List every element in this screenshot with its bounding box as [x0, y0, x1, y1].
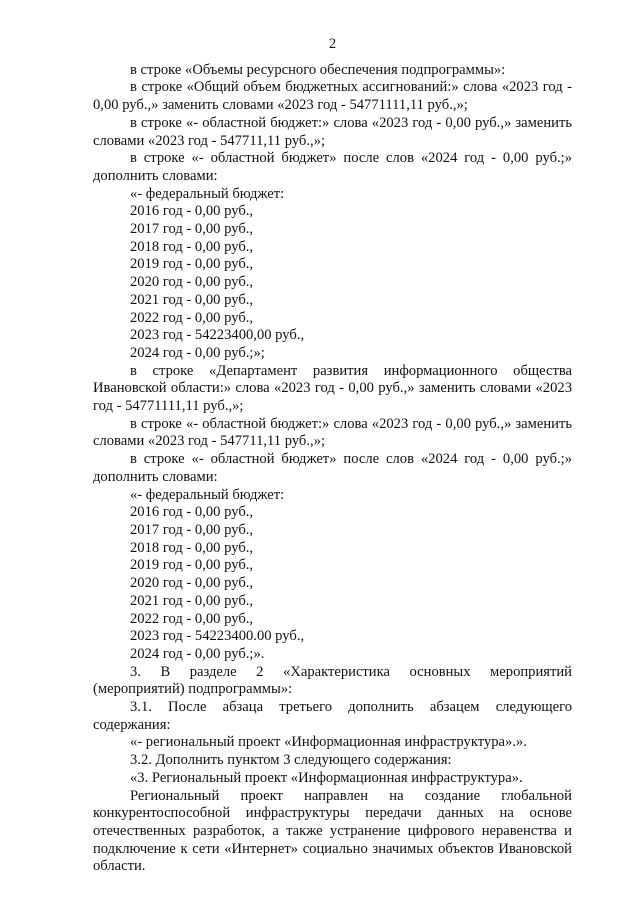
section-heading: 3. В разделе 2 «Характеристика основных мероприятий (мероприятий) подпрограммы»:: [93, 663, 572, 698]
list-line: 2022 год - 0,00 руб.,: [130, 610, 254, 627]
paragraph: в строке «- областной бюджет» после слов «2024 год - 0,00 руб.;» дополнить словами:: [93, 150, 572, 184]
list-line: 2021 год - 0,00 руб.,: [130, 291, 254, 308]
list-line: 2023 год - 54223400,00 руб.,: [130, 327, 305, 344]
paragraph: в строке «Департамент развития информационного общества Ивановской области:» слова «2023 год - 0,00 руб.,» заменить словами «2023 год - 54771111,11 руб.,»;: [93, 362, 572, 415]
list-line: 2021 год - 0,00 руб.,: [130, 592, 254, 609]
list-line: 2017 год - 0,00 руб.,: [130, 521, 254, 538]
paragraph: Региональный проект направлен на создание глобальной конкурентоспособной инфраструктуры передачи данных на основе отечественных разработок, а также устранение цифрового неравенства и подключение к сети «Интернет» социально значимых объектов Ивановской области.: [93, 787, 572, 875]
paragraph: «3. Региональный проект «Информационная инфраструктура».: [130, 769, 523, 786]
list-line: «- федеральный бюджет:: [130, 486, 285, 503]
list-line: 2020 год - 0,00 руб.,: [130, 274, 254, 291]
list-line: 2023 год - 54223400.00 руб.,: [130, 628, 305, 645]
paragraph: «- региональный проект «Информационная инфраструктура».».: [130, 734, 527, 751]
list-line: 2018 год - 0,00 руб.,: [130, 238, 254, 255]
list-line: 2016 год - 0,00 руб.,: [130, 504, 254, 521]
list-line: 2019 год - 0,00 руб.,: [130, 557, 254, 574]
list-line: 2016 год - 0,00 руб.,: [130, 203, 254, 220]
paragraph: в строке «Объемы ресурсного обеспечения подпрограммы»:: [130, 61, 506, 78]
paragraph: в строке «- областной бюджет» после слов «2024 год - 0,00 руб.;» дополнить словами:: [93, 451, 572, 485]
list-line: 2018 год - 0,00 руб.,: [130, 539, 254, 556]
list-line: 2024 год - 0,00 руб.;».: [130, 645, 265, 662]
list-line: 2024 год - 0,00 руб.;»;: [130, 344, 265, 361]
paragraph: в строке «Общий объем бюджетных ассигнований:» слова «2023 год - 0,00 руб.,» заменить словами «2023 год - 54771111,11 руб.,»;: [93, 79, 572, 114]
paragraph: в строке «- областной бюджет:» слова «2023 год - 0,00 руб.,» заменить словами «2023 год - 547711,11 руб.,»;: [93, 415, 572, 450]
list-line: 2022 год - 0,00 руб.,: [130, 309, 254, 326]
paragraph: в строке «- областной бюджет:» слова «2023 год - 0,00 руб.,» заменить словами «2023 год - 547711,11 руб.,»;: [93, 114, 572, 149]
list-line: «- федеральный бюджет:: [130, 185, 285, 202]
paragraph: 3.2. Дополнить пунктом 3 следующего содержания:: [130, 752, 452, 769]
list-line: 2017 год - 0,00 руб.,: [130, 221, 254, 238]
page-number: 2: [328, 36, 337, 52]
list-line: 2020 год - 0,00 руб.,: [130, 575, 254, 592]
paragraph: 3.1. После абзаца третьего дополнить абзацем следующего содержания:: [93, 699, 572, 733]
list-line: 2019 год - 0,00 руб.,: [130, 256, 254, 273]
